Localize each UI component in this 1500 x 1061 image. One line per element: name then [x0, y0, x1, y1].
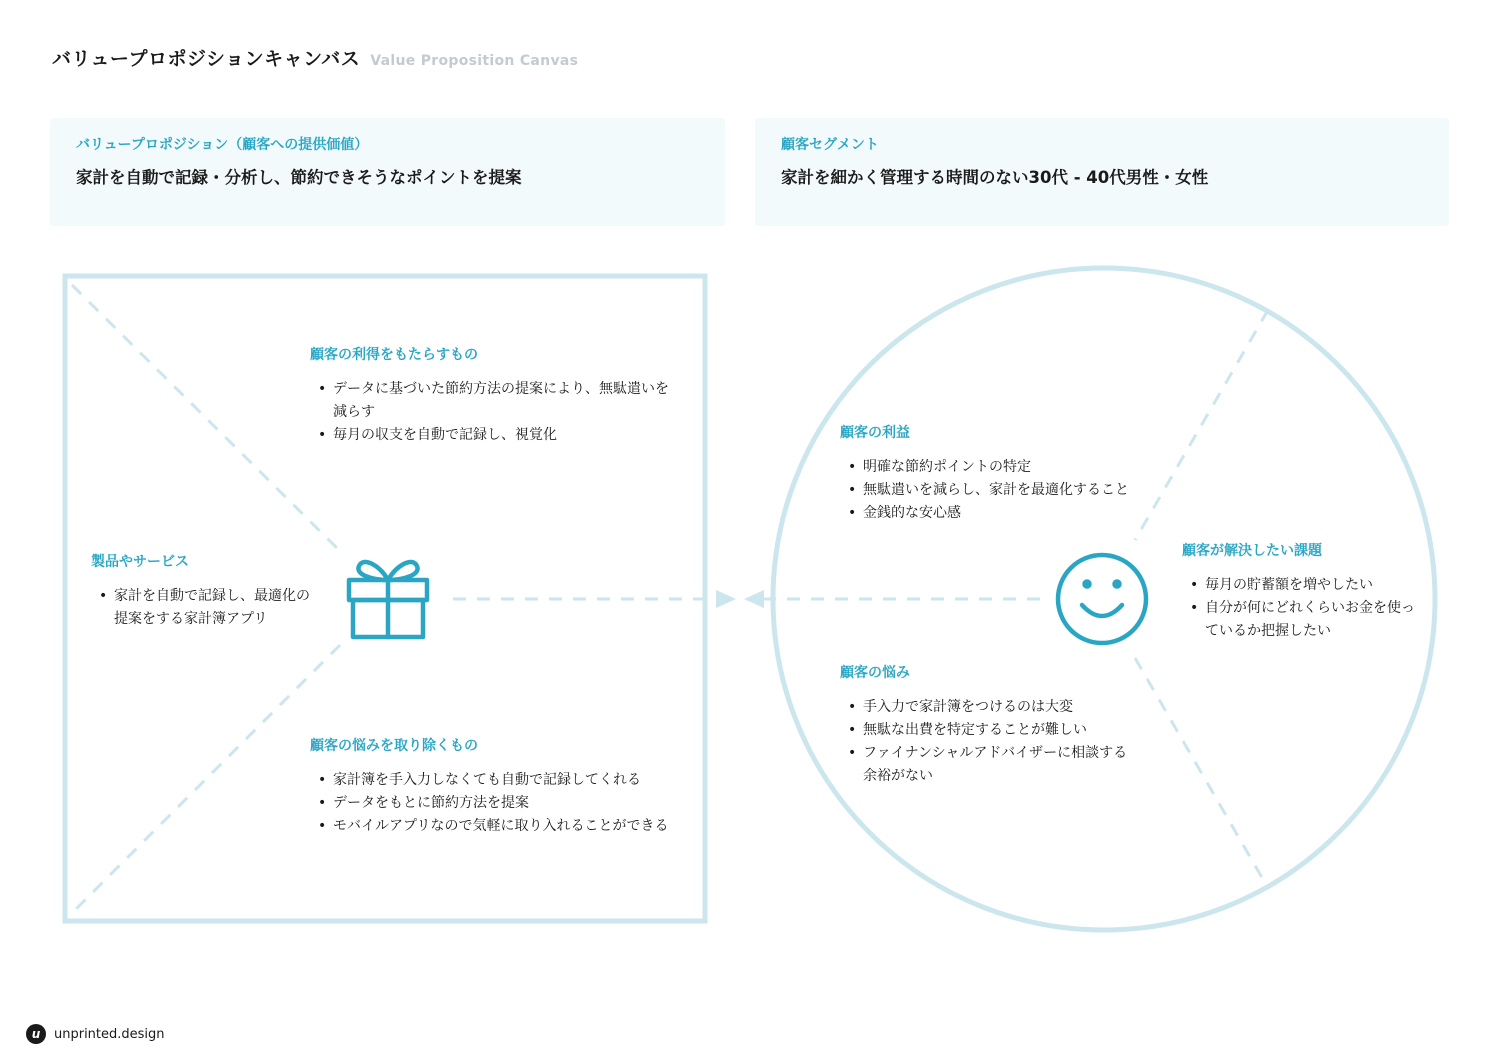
products-services-label: 製品やサービス	[91, 554, 189, 570]
brand-name[interactable]: unprinted.design	[54, 1026, 165, 1042]
products-services-section	[91, 551, 316, 631]
value-proposition-text: 家計を自動で記録・分析し、節約できそうなポイントを提案	[76, 168, 522, 187]
customer-gains-section	[840, 422, 1130, 525]
list-item: • 無駄な出費を特定することが難しい	[840, 719, 1130, 742]
list-item: • 自分が何にどれくらいお金を使っているか把握したい	[1182, 597, 1417, 643]
customer-pains-section	[840, 662, 1130, 788]
value-map-divider-top	[72, 285, 342, 553]
list-item: • 金銭的な安心感	[840, 502, 1130, 525]
page-subtitle: Value Proposition Canvas	[370, 53, 579, 69]
page-title-text: バリュープロポジションキャンバス	[52, 48, 361, 70]
list-item: • 無駄遣いを減らし、家計を最適化すること	[840, 479, 1130, 502]
brand-logo-icon: u	[26, 1024, 46, 1044]
customer-jobs-label: 顧客が解決したい課題	[1182, 543, 1322, 559]
list-item: • 明確な節約ポイントの特定	[840, 456, 1130, 479]
list-item: • 毎月の収支を自動で記録し、視覚化	[310, 424, 670, 447]
pain-relievers-list	[310, 769, 680, 838]
customer-jobs-section	[1182, 540, 1417, 643]
list-item: • データに基づいた節約方法の提案により、無駄遣いを減らす	[310, 378, 670, 424]
list-item: • データをもとに節約方法を提案	[310, 792, 680, 815]
value-map-divider-bottom	[72, 645, 340, 913]
gain-creators-label: 顧客の利得をもたらすもの	[310, 347, 478, 363]
smiley-face-icon	[1058, 555, 1146, 643]
list-item: • ファイナンシャルアドバイザーに相談する余裕がない	[840, 742, 1130, 788]
pain-relievers-section	[310, 735, 680, 838]
fit-arrow-right-head	[716, 590, 736, 608]
gift-icon	[349, 562, 427, 637]
gain-creators-list	[310, 378, 670, 447]
gain-creators-section	[310, 344, 670, 447]
customer-gains-list	[840, 456, 1130, 525]
fit-arrow-left-head	[744, 590, 764, 608]
profile-divider-bottom	[1135, 658, 1268, 888]
value-proposition-label: バリュープロポジション（顧客への提供価値）	[76, 137, 369, 153]
list-item: • 手入力で家計簿をつけるのは大変	[840, 696, 1130, 719]
footer	[26, 1024, 165, 1044]
customer-gains-label: 顧客の利益	[840, 425, 910, 441]
list-item: • 毎月の貯蓄額を増やしたい	[1182, 574, 1417, 597]
list-item: • 家計簿を手入力しなくても自動で記録してくれる	[310, 769, 680, 792]
list-item: • 家計を自動で記録し、最適化の提案をする家計簿アプリ	[91, 585, 316, 631]
products-services-list	[91, 585, 316, 631]
customer-segment-label: 顧客セグメント	[781, 137, 879, 153]
customer-jobs-list	[1182, 574, 1417, 643]
customer-pains-list	[840, 696, 1130, 788]
profile-divider-top	[1135, 310, 1268, 540]
list-item: • モバイルアプリなので気軽に取り入れることができる	[310, 815, 680, 838]
customer-segment-text: 家計を細かく管理する時間のない30代 - 40代男性・女性	[781, 168, 1209, 187]
customer-pains-label: 顧客の悩み	[840, 665, 910, 681]
pain-relievers-label: 顧客の悩みを取り除くもの	[310, 738, 478, 754]
